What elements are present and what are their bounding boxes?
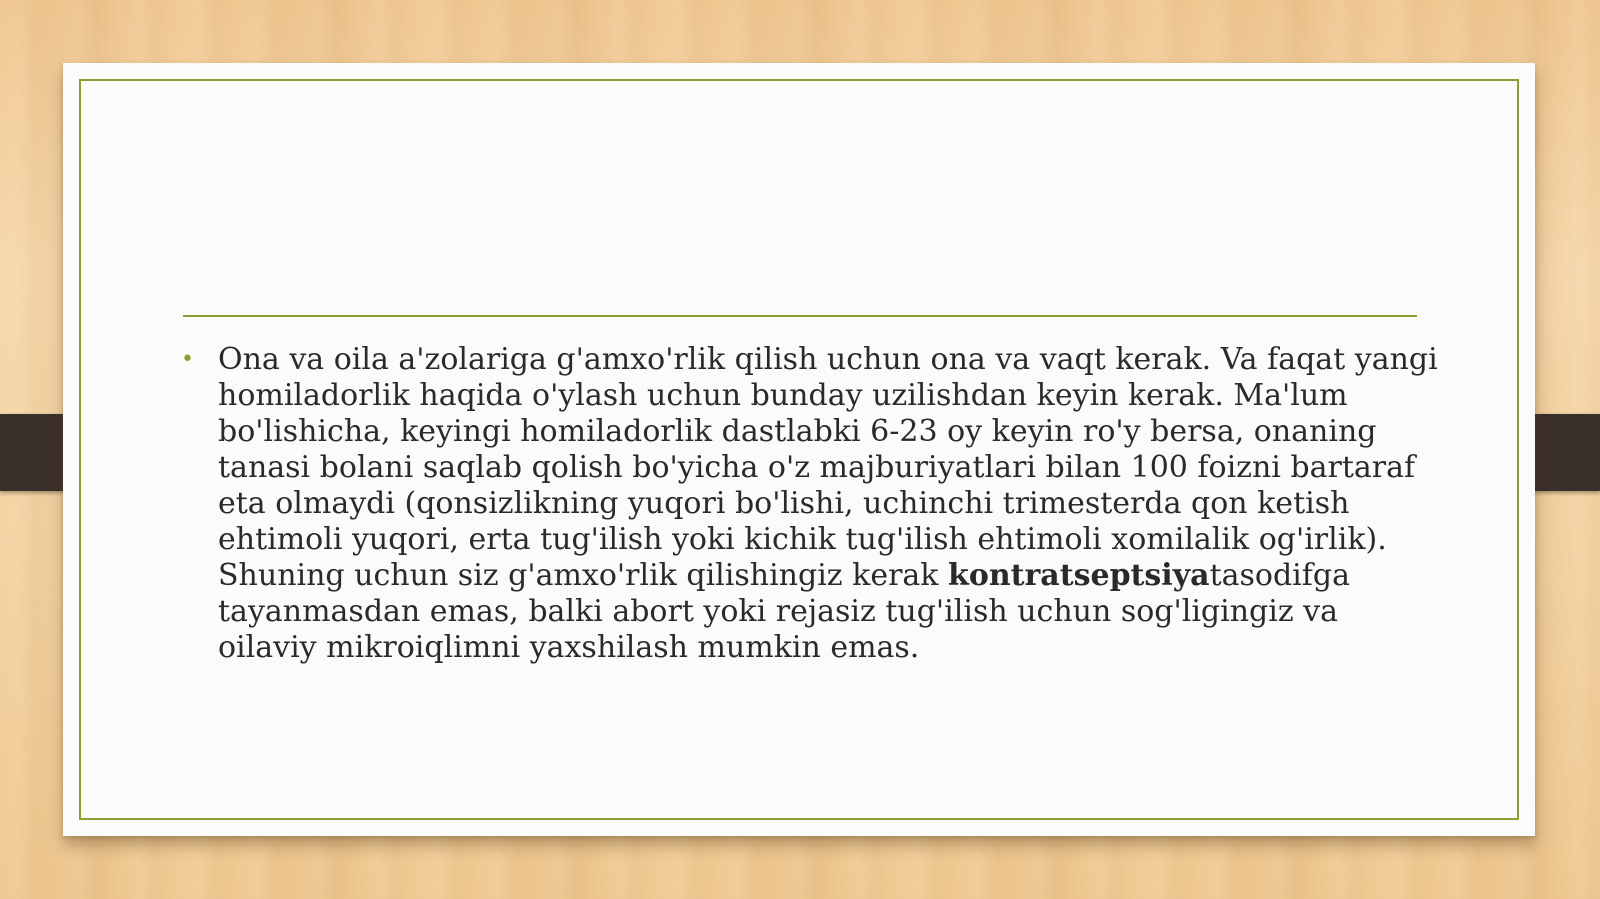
bullet-icon: • (181, 347, 194, 372)
paragraph-bold-term: kontratseptsiya (948, 558, 1210, 593)
slide-card (63, 63, 1535, 836)
paragraph-text-start: Ona va oila a'zolariga g'amxo'rlik qilish uchun ona va vaqt kerak. Va faqat yangi homiladorlik haqida o'ylash uchun bunday uzilishdan keyin kerak. Ma'lum bo'lishicha, keyingi homiladorlik dastlabki 6-23 oy keyin ro'y bersa, onaning tanasi bolani saqlab qolish bo'yicha o'z majburiyatlari bilan 100 foizni bartaraf eta olmaydi (qonsizlikning yuqori bo'lishi, uchinchi trimesterda qon ketish ehtimoli yuqori, erta tug'ilish yoki kichik tug'ilish ehtimoli xomilalik og'irlik). Shuning uchun siz g'amxo'rlik qilishingiz kerak (218, 342, 1438, 593)
title-divider (183, 315, 1417, 317)
slide-body (181, 342, 1443, 666)
body-paragraph (218, 342, 1443, 666)
paragraph-text-end: tasodifga tayanmasdan emas, balki abort yoki rejasiz tug'ilish uchun sog'ligingiz va oilaviy mikroiqlimni yaxshilash mumkin emas. (218, 558, 1350, 665)
